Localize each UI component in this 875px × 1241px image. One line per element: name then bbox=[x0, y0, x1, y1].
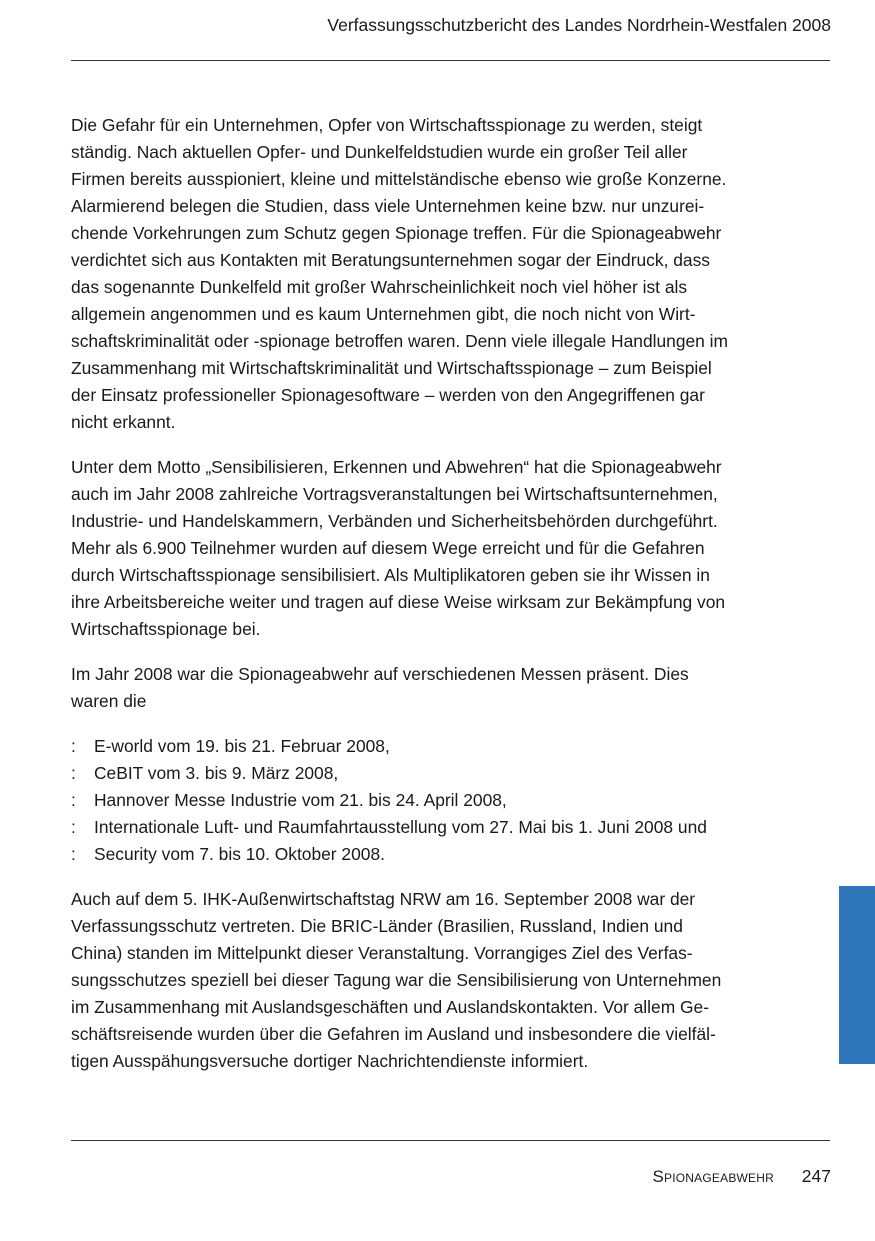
list-item bbox=[71, 787, 791, 814]
text-line: Firmen bereits ausspioniert, kleine und mittelständische ebenso wie große Konzerne. bbox=[71, 169, 727, 189]
text-line: nicht erkannt. bbox=[71, 412, 176, 432]
text-line: waren die bbox=[71, 691, 147, 711]
list-item bbox=[71, 841, 791, 868]
text-line: tigen Ausspähungsversuche dortiger Nachrichtendienste informiert. bbox=[71, 1051, 589, 1071]
text-line: das sogenannte Dunkelfeld mit großer Wahrscheinlichkeit noch viel höher ist als bbox=[71, 277, 688, 297]
list-item-text: Security vom 7. bis 10. Oktober 2008. bbox=[94, 844, 385, 864]
paragraph-3 bbox=[71, 661, 791, 715]
list-item bbox=[71, 733, 791, 760]
text-line: auch im Jahr 2008 zahlreiche Vortragsveranstaltungen bei Wirtschaftsunternehmen, bbox=[71, 484, 718, 504]
list-bullet: : bbox=[71, 817, 76, 837]
text-line: Industrie- und Handelskammern, Verbänden und Sicherheitsbehörden durchgeführt. bbox=[71, 511, 718, 531]
text-line: durch Wirtschaftsspionage sensibilisiert. Als Multiplikatoren geben sie ihr Wissen in bbox=[71, 565, 710, 585]
page-content bbox=[71, 112, 791, 1093]
text-line: Zusammenhang mit Wirtschaftskriminalität und Wirtschaftsspionage – zum Beispiel bbox=[71, 358, 712, 378]
list-item-text: Hannover Messe Industrie vom 21. bis 24. April 2008, bbox=[94, 790, 507, 810]
page-number: 247 bbox=[801, 1166, 831, 1186]
text-line: verdichtet sich aus Kontakten mit Beratungsunternehmen sogar der Eindruck, dass bbox=[71, 250, 710, 270]
text-line: im Zusammenhang mit Auslandsgeschäften und Auslandskontakten. Vor allem Ge- bbox=[71, 997, 710, 1017]
trade-fair-list bbox=[71, 733, 791, 868]
footer-rule bbox=[71, 1140, 830, 1141]
chapter-tab-marker bbox=[839, 886, 875, 1064]
list-item bbox=[71, 814, 791, 841]
list-item-text: Internationale Luft- und Raumfahrtausstellung vom 27. Mai bis 1. Juni 2008 und bbox=[94, 817, 707, 837]
list-item-text: E-world vom 19. bis 21. Februar 2008, bbox=[94, 736, 390, 756]
footer-section-title: Spionageabwehr bbox=[652, 1167, 774, 1186]
text-line: sungsschutzes speziell bei dieser Tagung war die Sensibilisierung von Unternehmen bbox=[71, 970, 722, 990]
header-rule bbox=[71, 60, 830, 61]
paragraph-4 bbox=[71, 886, 791, 1075]
text-line: chende Vorkehrungen zum Schutz gegen Spionage treffen. Für die Spionageabwehr bbox=[71, 223, 722, 243]
text-line: Die Gefahr für ein Unternehmen, Opfer von Wirtschaftsspionage zu werden, steigt bbox=[71, 115, 703, 135]
paragraph-2 bbox=[71, 454, 791, 643]
text-line: Verfassungsschutz vertreten. Die BRIC-Länder (Brasilien, Russland, Indien und bbox=[71, 916, 683, 936]
list-bullet: : bbox=[71, 736, 76, 756]
text-line: ihre Arbeitsbereiche weiter und tragen auf diese Weise wirksam zur Bekämpfung von bbox=[71, 592, 726, 612]
text-line: Im Jahr 2008 war die Spionageabwehr auf verschiedenen Messen präsent. Dies bbox=[71, 664, 689, 684]
text-line: der Einsatz professioneller Spionagesoftware – werden von den Angegriffenen gar bbox=[71, 385, 705, 405]
paragraph-1 bbox=[71, 112, 791, 436]
text-line: allgemein angenommen und es kaum Unternehmen gibt, die noch nicht von Wirt- bbox=[71, 304, 696, 324]
text-line: Wirtschaftsspionage bei. bbox=[71, 619, 261, 639]
list-bullet: : bbox=[71, 844, 76, 864]
text-line: Mehr als 6.900 Teilnehmer wurden auf diesem Wege erreicht und für die Gefahren bbox=[71, 538, 705, 558]
list-item bbox=[71, 760, 791, 787]
header-title: Verfassungsschutzbericht des Landes Nordrhein-Westfalen 2008 bbox=[327, 15, 831, 35]
text-line: schaftskriminalität oder -spionage betroffen waren. Denn viele illegale Handlungen im bbox=[71, 331, 729, 351]
text-line: Unter dem Motto „Sensibilisieren, Erkennen und Abwehren“ hat die Spionageabwehr bbox=[71, 457, 722, 477]
text-line: Alarmierend belegen die Studien, dass viele Unternehmen keine bzw. nur unzurei- bbox=[71, 196, 705, 216]
text-line: China) standen im Mittelpunkt dieser Veranstaltung. Vorrangiges Ziel des Verfas- bbox=[71, 943, 693, 963]
text-line: schäftsreisende wurden über die Gefahren im Ausland und insbesondere die vielfäl- bbox=[71, 1024, 716, 1044]
list-bullet: : bbox=[71, 790, 76, 810]
text-line: Auch auf dem 5. IHK-Außenwirtschaftstag NRW am 16. September 2008 war der bbox=[71, 889, 696, 909]
list-bullet: : bbox=[71, 763, 76, 783]
list-item-text: CeBIT vom 3. bis 9. März 2008, bbox=[94, 763, 339, 783]
text-line: ständig. Nach aktuellen Opfer- und Dunkelfeldstudien wurde ein großer Teil aller bbox=[71, 142, 688, 162]
